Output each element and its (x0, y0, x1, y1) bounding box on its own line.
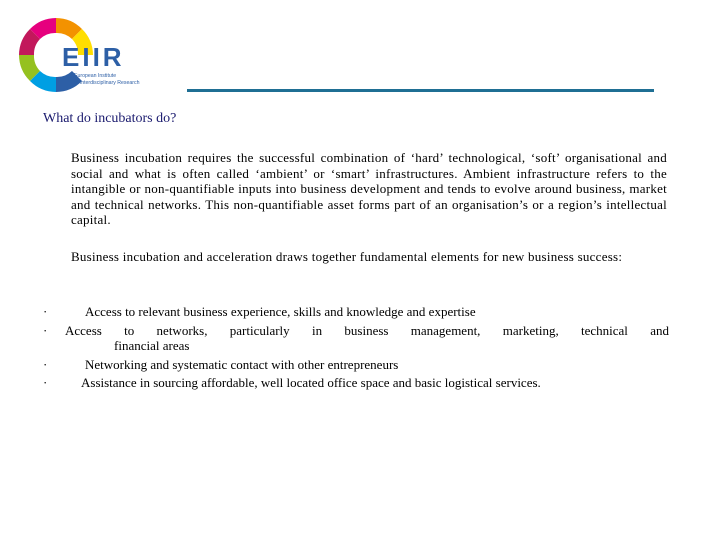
bullet-list (43, 304, 669, 394)
list-item-text: Access to relevant business experience, skills and knowledge and expertise (85, 304, 476, 319)
logo-subtitle-2: of Interdisciplinary Research (74, 80, 140, 86)
list-item (43, 323, 669, 354)
page-title: What do incubators do? (43, 111, 177, 126)
bullet-dot: · (43, 322, 48, 338)
list-item (43, 304, 669, 320)
bullet-dot: · (43, 375, 48, 390)
eiir-logo (16, 14, 186, 96)
logo-subtitle-1: European Institute (74, 73, 117, 79)
bullet-dot: · (43, 356, 48, 372)
header-divider (187, 89, 654, 92)
list-item-text: Assistance in sourcing affordable, well located office space and basic logistical services. (81, 375, 541, 390)
list-item-text-continued: financial areas (114, 338, 190, 353)
logo-mark (16, 14, 186, 96)
logo-wordmark: EIIR (62, 42, 125, 72)
list-item-text: Networking and systematic contact with other entrepreneurs (85, 356, 399, 372)
bullet-dot: · (43, 304, 48, 319)
paragraph-incubation: Business incubation requires the successful combination of ‘hard’ technological, ‘soft’ organisational and social and what is often called ‘ambient’ or ‘smart’ infrastructures. Ambient infrastructure refers to the intangible or non-quantifiable inputs into business development and tends to evolve around business, market and technical networks. This non-quantifiable asset forms part of an organisation’s or a region’s intellectual capital. (71, 150, 667, 227)
list-item (43, 357, 669, 373)
list-item (43, 375, 669, 391)
list-item-text: Access to networks, particularly in business management, marketing, technical and (65, 322, 669, 338)
paragraph-acceleration: Business incubation and acceleration draws together fundamental elements for new business success: (71, 249, 623, 264)
